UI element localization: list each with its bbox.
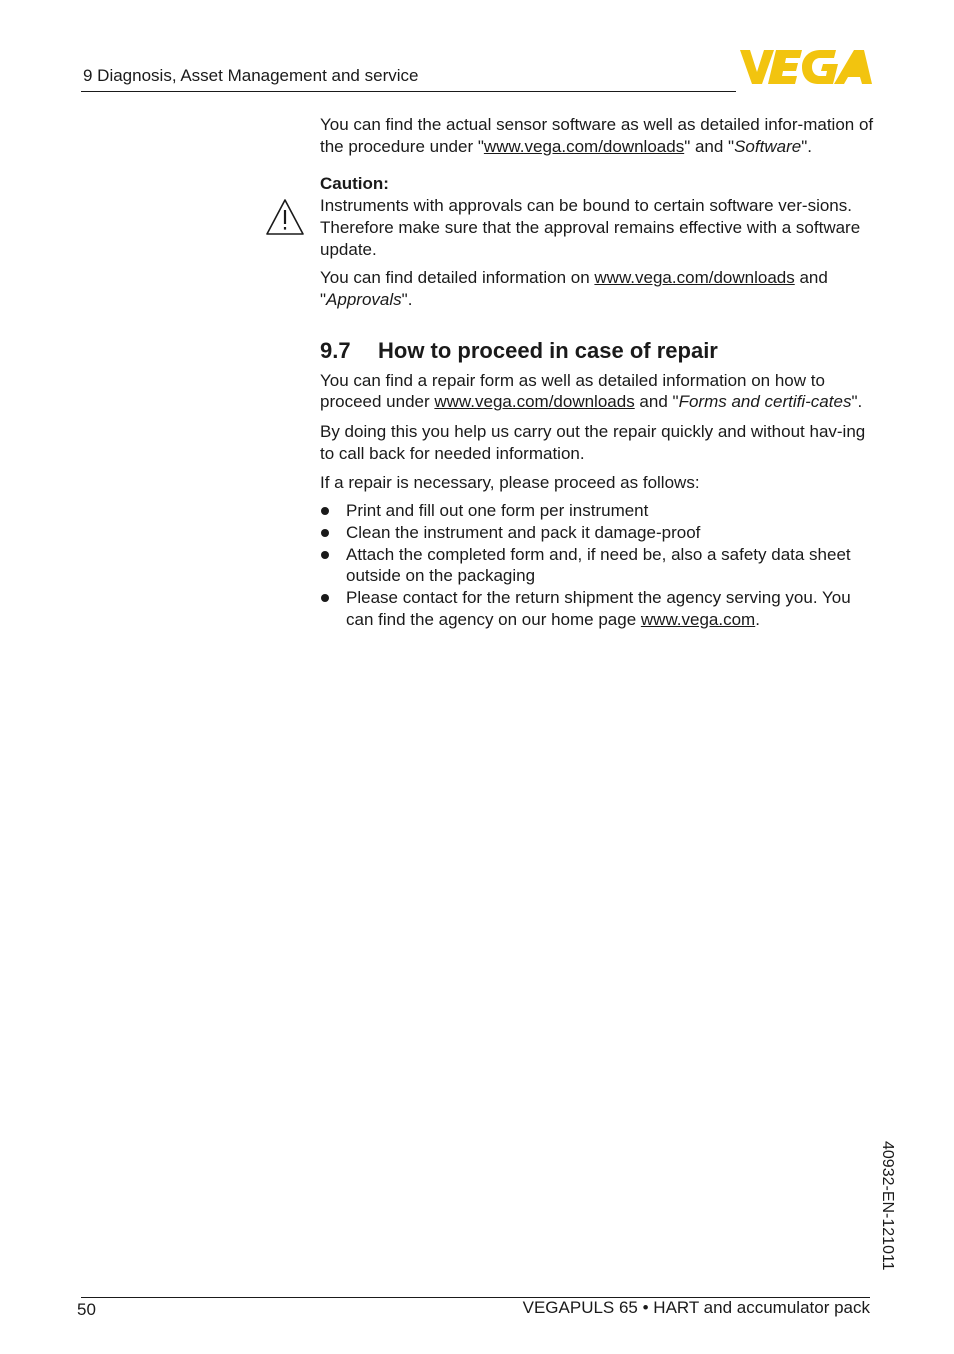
repair-downloads-link[interactable]: www.vega.com/downloads <box>434 392 635 412</box>
forms-emphasis: Forms and certifi-cates <box>678 392 852 412</box>
paragraph-text: ". <box>851 392 863 412</box>
document-code: 40932-EN-121011 <box>879 1141 896 1271</box>
paragraph-text: You can find a repair form as well as detailed information on how to proceed under <box>320 370 825 412</box>
intro-text: " and " <box>684 136 735 156</box>
software-emphasis: Software <box>734 136 802 156</box>
header-divider <box>81 91 736 92</box>
repair-steps-intro: If a repair is necessary, please proceed as follows: <box>320 473 700 493</box>
list-item: Print and fill out one form per instrument <box>320 500 876 522</box>
page-number: 50 <box>77 1300 96 1319</box>
home-page-link[interactable]: www.vega.com <box>640 609 756 629</box>
list-item: Attach the completed form and, if need be, also a safety data sheet outside on the packaging <box>320 544 876 587</box>
vega-logo <box>740 50 872 84</box>
caution-block <box>320 173 876 310</box>
info-text: You can find detailed information on <box>320 268 595 288</box>
section-title: How to proceed in case of repair <box>378 337 718 363</box>
caution-title: Caution: <box>320 174 389 194</box>
paragraph-text: and " <box>634 392 679 412</box>
list-item <box>320 587 876 630</box>
info-text: and " <box>320 268 828 309</box>
section-number: 9.7 <box>320 337 351 363</box>
intro-text: You can find the actual sensor software as well as detailed infor-mation of the procedure under " <box>320 115 874 156</box>
section-heading <box>320 337 876 365</box>
header-section-title: 9 Diagnosis, Asset Management and service <box>83 66 419 85</box>
approvals-emphasis: Approvals <box>326 289 402 309</box>
info-text: ". <box>401 289 413 309</box>
repair-benefit-paragraph: By doing this you help us carry out the repair quickly and without hav-ing to call back for needed information. <box>320 422 866 463</box>
main-content <box>320 114 876 630</box>
repair-form-paragraph <box>320 370 876 413</box>
approvals-downloads-link[interactable]: www.vega.com/downloads <box>594 268 795 288</box>
intro-text: ". <box>801 136 812 156</box>
repair-steps-list <box>320 500 876 630</box>
footer-product-title: VEGAPULS 65 • HART and accumulator pack <box>522 1298 870 1317</box>
warning-triangle-icon <box>265 198 305 236</box>
list-item-text: Please contact for the return shipment the agency serving you. You can find the agency on our home page <box>346 587 851 629</box>
caution-text: Instruments with approvals can be bound to certain software ver-sions. Therefore make sure that the approval remains effective with a software update. <box>320 196 861 259</box>
list-item: Clean the instrument and pack it damage-proof <box>320 522 876 544</box>
approvals-info <box>320 267 876 310</box>
list-item-text: . <box>755 609 760 629</box>
intro-paragraph <box>320 114 876 157</box>
downloads-link[interactable]: www.vega.com/downloads <box>483 136 685 156</box>
